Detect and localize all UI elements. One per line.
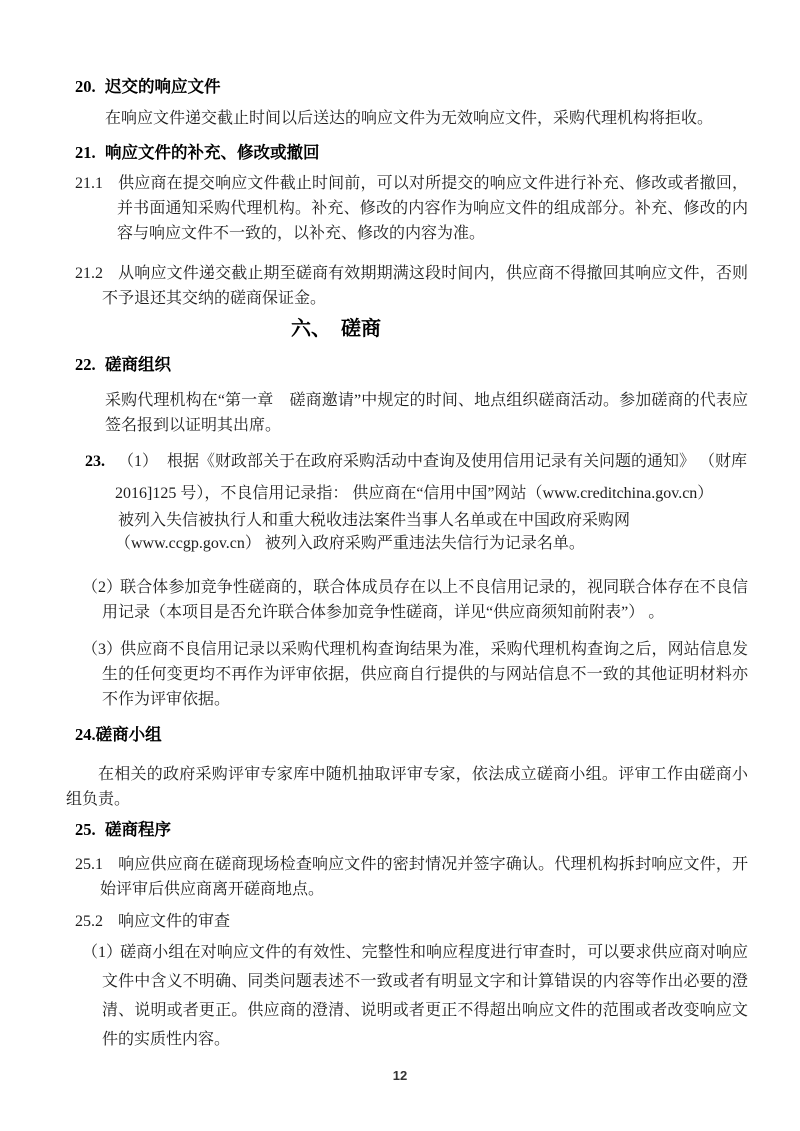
heading-22 xyxy=(75,352,748,377)
clause-25-1-text: 响应供应商在磋商现场检查响应文件的密封情况并签字确认。代理机构拆封响应文件，开始评审后供应商离开磋商地点。 xyxy=(100,856,748,898)
clause-23-item-2-text: 联合体参加竞争性磋商的，联合体成员存在以上不良信用记录的，视同联合体存在不良信用记录（本项目是否允许联合体参加竞争性磋商，详见“供应商须知前附表”） 。 xyxy=(102,579,748,621)
clause-25-1 xyxy=(0,852,748,902)
clause-23-item-2 xyxy=(0,575,748,625)
clause-23-item-3-text: 供应商不良信用记录以采购代理机构查询结果为准，采购代理机构查询之后，网站信息发生的任何变更均不再作为评审依据，供应商自行提供的与网站信息不一致的其他证明材料亦不作为评审依据。 xyxy=(102,641,748,708)
clause-25-2-item-1-label: （1） xyxy=(82,944,123,961)
heading-21-title: 响应文件的补充、修改或撤回 xyxy=(105,143,320,162)
heading-24-title: 磋商小组 xyxy=(95,725,162,744)
clause-23-line-1 xyxy=(85,446,748,478)
heading-20-title: 迟交的响应文件 xyxy=(105,77,221,96)
heading-22-title: 磋商组织 xyxy=(105,355,171,374)
heading-25-title: 磋商程序 xyxy=(105,820,171,839)
heading-25 xyxy=(75,817,748,842)
heading-24-number: 24. xyxy=(75,725,96,744)
clause-23-item-1-text-1: 根据《财政部关于在政府采购活动中查询及使用信用记录有关问题的通知》 （财库 xyxy=(167,453,748,470)
clause-23-number: 23. xyxy=(85,453,105,470)
heading-20-number: 20. xyxy=(75,77,96,96)
clause-23-line-4: （www.ccgp.gov.cn） 被列入政府采购严重违法失信行为记录名单。 xyxy=(115,535,585,552)
heading-21-number: 21. xyxy=(75,143,96,162)
clause-25-2-item-1-text: 磋商小组在对响应文件的有效性、完整性和响应程度进行审查时，可以要求供应商对响应文件中含义不明确、同类问题表述不一致或者有明显文字和计算错误的内容等作出必要的澄清、说明或者更正。供应商的澄清、说明或者更正不得超出响应文件的范围或者改变响应文件的实质性内容。 xyxy=(102,944,748,1048)
heading-25-number: 25. xyxy=(75,820,96,839)
heading-25-2 xyxy=(75,909,748,934)
heading-21 xyxy=(75,140,748,165)
paragraph-22: 采购代理机构在“第一章 磋商邀请”中规定的时间、地点组织磋商活动。参加磋商的代表应签名报到以证明其出席。 xyxy=(105,392,748,434)
clause-21-1-text: 供应商在提交响应文件截止时间前，可以对所提交的响应文件进行补充、修改或者撤回，并书面通知采购代理机构。补充、修改的内容作为响应文件的组成部分。补充、修改的内容与响应文件不一致的，以补充、修改的内容为准。 xyxy=(117,175,748,242)
clause-21-1-number: 21.1 xyxy=(75,175,103,192)
chapter-heading: 六、 磋商 xyxy=(291,318,381,340)
page-number: 12 xyxy=(392,1068,408,1083)
paragraph-24: 在相关的政府采购评审专家库中随机抽取评审专家，依法成立磋商小组。评审工作由磋商小组负责。 xyxy=(66,766,748,808)
clause-23-item-3-label: （3） xyxy=(82,641,123,658)
paragraph-20: 在响应文件递交截止时间以后送达的响应文件为无效响应文件，采购代理机构将拒收。 xyxy=(105,110,714,127)
clause-23-line-2: 2016]125 号），不良信用记录指： 供应商在“信用中国”网站（www.creditchina.gov.cn） xyxy=(115,485,714,502)
clause-21-2-number: 21.2 xyxy=(75,265,103,282)
clause-23-item-2-label: （2） xyxy=(82,579,123,596)
clause-23-line-3: 被列入失信被执行人和重大税收违法案件当事人名单或在中国政府采购网 xyxy=(118,512,631,529)
clause-23 xyxy=(0,446,748,555)
clause-21-2 xyxy=(0,261,748,311)
heading-25-2-title: 响应文件的审查 xyxy=(118,913,231,930)
heading-24 xyxy=(75,722,748,747)
heading-22-number: 22. xyxy=(75,355,96,374)
clause-25-2-item-1 xyxy=(0,938,748,1054)
clause-23-item-1-label: （1） xyxy=(118,453,159,470)
clause-21-2-text: 从响应文件递交截止期至磋商有效期期满这段时间内，供应商不得撤回其响应文件，否则不予退还其交纳的磋商保证金。 xyxy=(102,265,748,307)
clause-25-1-number: 25.1 xyxy=(75,856,103,873)
clause-23-item-3 xyxy=(0,637,748,712)
clause-21-1 xyxy=(0,171,748,246)
heading-25-2-number: 25.2 xyxy=(75,913,103,930)
heading-20 xyxy=(75,74,748,99)
